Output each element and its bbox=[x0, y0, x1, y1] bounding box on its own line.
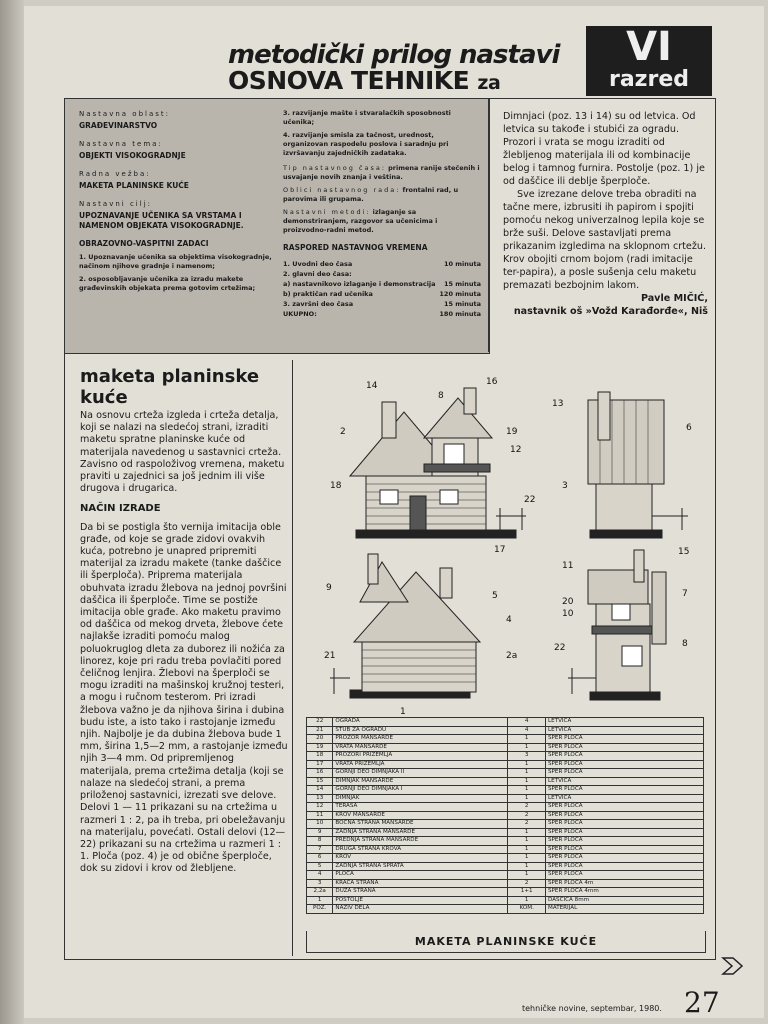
table-cell: DUŽA STRANA bbox=[333, 888, 508, 897]
table-row bbox=[307, 811, 704, 820]
table-row bbox=[307, 752, 704, 761]
callout-number: 6 bbox=[686, 423, 692, 433]
table-cell: POSTOLJE bbox=[333, 896, 508, 905]
table-cell: DIMNJAK MANSARDE bbox=[333, 777, 508, 786]
callout-number: 14 bbox=[366, 381, 378, 391]
table-cell: 7 bbox=[307, 845, 333, 854]
schedule-row bbox=[283, 279, 481, 289]
table-cell: 8 bbox=[307, 837, 333, 846]
callout-number: 22 bbox=[524, 495, 536, 505]
table-cell: 2 bbox=[508, 820, 546, 829]
parts-table-caption: MAKETA PLANINSKE KUĆE bbox=[306, 931, 706, 953]
callout-number: 9 bbox=[326, 583, 332, 593]
schedule-list bbox=[283, 259, 481, 319]
info-divider bbox=[488, 98, 489, 352]
header-za: za bbox=[477, 72, 501, 94]
callout-number: 15 bbox=[678, 547, 690, 557]
table-cell: KROV MANSARDE bbox=[333, 811, 508, 820]
table-row bbox=[307, 828, 704, 837]
intro-paragraph: Na osnovu crteža izgleda i crteža detalja, koji se nalazi na sledećoj strani, izraditi maketu spratne planinske kuće od materijala navedenog u sastavnici crteža. Zavisno od raspoloživog vremena, maketu praviti u zajednici sa još jednim ili više drugova i drugarica. bbox=[80, 410, 285, 495]
table-row bbox=[307, 803, 704, 812]
table-cell: ŠPER PLOČA bbox=[546, 828, 704, 837]
table-row bbox=[307, 896, 704, 905]
callout-number: 1 bbox=[400, 707, 406, 717]
schedule-time: 10 minuta bbox=[443, 260, 481, 268]
lesson-info-box bbox=[64, 98, 490, 354]
table-cell: KROV bbox=[333, 854, 508, 863]
table-row bbox=[307, 769, 704, 778]
info-value: UPOZNAVANJE UČENIKA SA VRSTAMA I NAMENOM OBJEKATA VISOKOGRADNJE. bbox=[79, 211, 244, 230]
table-cell: ŠPER PLOČA bbox=[546, 803, 704, 812]
info-value: OBJEKTI VISOKOGRADNJE bbox=[79, 151, 186, 160]
table-cell: DRUGA STRANA KROVA bbox=[333, 845, 508, 854]
schedule-time: 15 minuta bbox=[443, 280, 481, 288]
table-cell: 1 bbox=[508, 760, 546, 769]
table-cell: ŠPER PLOČA bbox=[546, 820, 704, 829]
table-cell: OGRADA bbox=[333, 718, 508, 727]
table-cell: NAZIV DELA bbox=[333, 905, 508, 914]
table-cell: 13 bbox=[307, 794, 333, 803]
table-row bbox=[307, 794, 704, 803]
table-cell: 1 bbox=[508, 794, 546, 803]
table-cell: 1 bbox=[508, 837, 546, 846]
schedule-item: 1. Uvodni deo časa bbox=[283, 260, 353, 268]
section-heading: NAČIN IZRADE bbox=[80, 503, 161, 515]
header-subject: OSNOVA TEHNIKE bbox=[228, 66, 470, 95]
column-divider bbox=[292, 360, 293, 956]
grade-word: razred bbox=[608, 67, 690, 92]
table-cell: 19 bbox=[307, 743, 333, 752]
table-cell: 10 bbox=[307, 820, 333, 829]
callout-number: 21 bbox=[324, 651, 336, 661]
table-cell: TERASA bbox=[333, 803, 508, 812]
table-cell: ŠPER PLOČA 4m bbox=[546, 879, 704, 888]
table-cell: POZ. bbox=[307, 905, 333, 914]
callout-number: 18 bbox=[330, 481, 342, 491]
table-cell: ŠPER PLOČA bbox=[546, 845, 704, 854]
table-cell: STUB ZA OGRADU bbox=[333, 726, 508, 735]
table-cell: 1 bbox=[508, 871, 546, 880]
side-view bbox=[588, 392, 688, 538]
info-label: Radna vežba: bbox=[79, 170, 151, 178]
info-label: Tip nastavnog časa: bbox=[283, 164, 387, 172]
callout-number: 8 bbox=[438, 391, 444, 401]
schedule-item: b) praktičan rad učenika bbox=[283, 290, 373, 298]
table-cell: 14 bbox=[307, 786, 333, 795]
table-cell: 1 bbox=[508, 743, 546, 752]
table-row bbox=[307, 726, 704, 735]
rear-view bbox=[330, 554, 480, 698]
table-row bbox=[307, 905, 704, 914]
goal-item: 1. Upoznavanje učenika sa objektima visokogradnje, načinom njihove gradnje i namenom; bbox=[79, 253, 272, 270]
page-number: 27 bbox=[684, 986, 720, 1019]
table-cell: PLOČA bbox=[333, 871, 508, 880]
table-row bbox=[307, 743, 704, 752]
author-title: nastavnik oš »Vožd Karađorđe«, Niš bbox=[513, 306, 708, 317]
table-cell: 16 bbox=[307, 769, 333, 778]
callout-number: 22 bbox=[554, 643, 566, 653]
front-view bbox=[350, 388, 526, 538]
table-cell: ŠPER PLOČA bbox=[546, 760, 704, 769]
table-cell: VRATA PRIZEMLJA bbox=[333, 760, 508, 769]
callout-number: 11 bbox=[562, 561, 574, 571]
table-cell: 3 bbox=[508, 752, 546, 761]
table-row bbox=[307, 777, 704, 786]
info-label: Nastavni metodi: bbox=[283, 208, 371, 216]
table-cell: VRATA MANSARDE bbox=[333, 743, 508, 752]
table-cell: 1 bbox=[307, 896, 333, 905]
table-cell: GORNJI DEO DIMNJAKA II bbox=[333, 769, 508, 778]
table-cell: 15 bbox=[307, 777, 333, 786]
info-value: primena ranije stečenih i usvajanje novih znanja i veština. bbox=[283, 164, 480, 181]
table-cell: 20 bbox=[307, 735, 333, 744]
table-row bbox=[307, 854, 704, 863]
schedule-row bbox=[283, 289, 481, 299]
grade-badge bbox=[586, 26, 712, 96]
schedule-title: RASPORED NASTAVNOG VREMENA bbox=[283, 243, 428, 252]
goals-title: OBRAZOVNO-VASPITNI ZADACI bbox=[79, 239, 209, 248]
table-cell: 2 bbox=[508, 811, 546, 820]
table-cell: DIMNJAK bbox=[333, 794, 508, 803]
table-cell: BOČNA STRANA MANSARDE bbox=[333, 820, 508, 829]
table-cell: LETVICA bbox=[546, 718, 704, 727]
table-cell: KOM. bbox=[508, 905, 546, 914]
callout-number: 8 bbox=[682, 639, 688, 649]
table-cell: ŠPER PLOČA bbox=[546, 743, 704, 752]
schedule-time: 180 minuta bbox=[439, 310, 481, 318]
table-cell: PROZORI PRIZEMLJA bbox=[333, 752, 508, 761]
header-title-line2 bbox=[228, 66, 500, 95]
detail-view bbox=[568, 550, 666, 700]
table-row bbox=[307, 760, 704, 769]
table-cell: LETVICA bbox=[546, 777, 704, 786]
callout-number: 17 bbox=[494, 545, 506, 555]
table-row bbox=[307, 837, 704, 846]
callout-number: 16 bbox=[486, 377, 498, 387]
body-paragraph: Da bi se postigla što vernija imitacija oble građe, od koje se grade zidovi ovakvih kuća, potrebno je unapred pripremiti materijal za izradu makete (tanke daščice ili šperploča). Priprema materijala obuhvata izradu žlebova na jednoj površini daščica ili šperploče. Time se postiže imitacija oble građe. Ako maketu pravimo od daščica od mekog drveta, žlebove ćete najlakše izraditi pomoću malog poluokruglog dleta za duborez ili nožića za linorez, koje pri radu treba povlačiti pored čeličnog lenjira. Žlebovi na šperploči se mogu izraditi na mašinskoj kružnoj testeri, a mogu i ručnom testerom. Pri izradi žlebova važno je da njihova širina i dubina budu iste, a isto tako i rastojanje između njih. Najbolje je da dubina žlebova bude 1 mm, širina 1,5—2 mm, a rastojanje između njih 3—4 mm. Od pripremljenog materijala, prema crtežima detalja (koji se nalaze na sledećoj strani, a prema priloženoj sastavnici, izrezati sve delove. Delovi 1 — 11 prikazani su na crtežima u razmeri 1 : 2, pa ih treba, pri obeležavanju na materijalu, povećati. Ostali delovi (12—22) prikazani su na crtežima u razmeri 1 : 1. Ploča (poz. 4) je od obične šperploče, dok su zidovi i krov od žlebljene. bbox=[80, 521, 288, 875]
table-cell: 18 bbox=[307, 752, 333, 761]
right-column-text bbox=[503, 110, 708, 318]
callout-number: 5 bbox=[492, 591, 498, 601]
table-cell: LETVICA bbox=[546, 726, 704, 735]
table-cell: MATERIJAL bbox=[546, 905, 704, 914]
info-column-2 bbox=[283, 109, 481, 319]
callout-number: 2a bbox=[506, 651, 518, 661]
callout-number: 12 bbox=[510, 445, 522, 455]
table-cell: 5 bbox=[307, 862, 333, 871]
schedule-time: 15 minuta bbox=[443, 300, 481, 308]
callout-number: 7 bbox=[682, 589, 688, 599]
house-drawings bbox=[300, 372, 710, 717]
callout-number: 10 bbox=[562, 609, 574, 619]
table-cell: 1 bbox=[508, 896, 546, 905]
table-cell: 1 bbox=[508, 862, 546, 871]
callout-number: 4 bbox=[506, 615, 512, 625]
info-label: Nastavna tema: bbox=[79, 140, 163, 148]
table-cell: 17 bbox=[307, 760, 333, 769]
paragraph: Sve izrezane delove treba obraditi na tačne mere, izbrusiti ih papirom i spojiti pomoću nekog univerzalnog lepila koje se brže suši. Delove sastavljati prema prikazanim izgledima na sklopnom crtežu. bbox=[503, 189, 706, 252]
table-cell: 2 bbox=[508, 879, 546, 888]
table-cell: 9 bbox=[307, 828, 333, 837]
paragraph: Krov obojiti crnom bojom (radi imitacije ter-papira), a posle sušenja celu maketu premazati bezbojnim lakom. bbox=[503, 254, 697, 291]
schedule-row bbox=[283, 299, 481, 309]
callout-number: 20 bbox=[562, 597, 574, 607]
table-cell: ŠPER PLOČA bbox=[546, 862, 704, 871]
table-cell: ŠPER PLOČA 4mm bbox=[546, 888, 704, 897]
paragraph: Dimnjaci (poz. 13 i 14) su od letvica. Od letvica su takođe i stubići za ogradu. Prozori i vrata se mogu izraditi od žlebljenog materijala ili od kombinacije belog i tamnog furnira. Postolje (poz. 1) je od daščice ili deblje šperploče. bbox=[503, 111, 705, 187]
goal-item: 3. razvijanje mašte i stvaralačkih sposobnosti učenika; bbox=[283, 109, 451, 126]
next-page-arrow-icon bbox=[720, 955, 746, 977]
info-value: GRAĐEVINARSTVO bbox=[79, 121, 158, 130]
table-cell: 1 bbox=[508, 786, 546, 795]
schedule-row bbox=[283, 259, 481, 269]
table-cell: KRAĆA STRANA bbox=[333, 879, 508, 888]
table-cell: GORNJI DEO DIMNJAKA I bbox=[333, 786, 508, 795]
table-cell: DAŠČICA 8mm bbox=[546, 896, 704, 905]
parts-list-table bbox=[306, 717, 704, 914]
table-row bbox=[307, 888, 704, 897]
book-spine bbox=[0, 0, 24, 1024]
table-cell: ŠPER PLOČA bbox=[546, 854, 704, 863]
info-label: Oblici nastavnog rada: bbox=[283, 186, 401, 194]
info-value: izlaganje sa demonstriranjem, razgovor sa učenicima i proizvodno-radni metod. bbox=[283, 208, 438, 234]
table-row bbox=[307, 862, 704, 871]
table-cell: ŠPER PLOČA bbox=[546, 871, 704, 880]
info-value: MAKETA PLANINSKE KUĆE bbox=[79, 181, 189, 190]
author-name: Pavle MIČIĆ, bbox=[640, 293, 708, 304]
callout-number: 2 bbox=[340, 427, 346, 437]
table-cell: 4 bbox=[307, 871, 333, 880]
table-row bbox=[307, 786, 704, 795]
schedule-time: 120 minuta bbox=[439, 290, 481, 298]
info-value: frontalni rad, u parovima ili grupama. bbox=[283, 186, 459, 203]
goal-item: 2. osposobljavanje učenika za izradu makete građevinskih objekata prema gotovim crtežima; bbox=[79, 275, 256, 292]
table-row bbox=[307, 820, 704, 829]
table-row bbox=[307, 879, 704, 888]
callout-number: 13 bbox=[552, 399, 564, 409]
info-label: Nastavna oblast: bbox=[79, 110, 171, 118]
table-cell: ŠPER PLOČA bbox=[546, 837, 704, 846]
header-title-line1: metodički prilog nastavi bbox=[228, 40, 560, 70]
table-cell: 1 bbox=[508, 854, 546, 863]
table-cell: 1 bbox=[508, 845, 546, 854]
callout-number: 3 bbox=[562, 481, 568, 491]
table-cell: 2 bbox=[508, 803, 546, 812]
article-body bbox=[80, 410, 288, 876]
table-cell: PROZOR MANSARDE bbox=[333, 735, 508, 744]
schedule-item: a) nastavnikovo izlaganje i demonstracija bbox=[283, 280, 436, 288]
table-cell: LETVICA bbox=[546, 794, 704, 803]
table-cell: 1 bbox=[508, 735, 546, 744]
table-row bbox=[307, 845, 704, 854]
table-cell: 4 bbox=[508, 726, 546, 735]
table-cell: 1+1 bbox=[508, 888, 546, 897]
table-cell: 4 bbox=[508, 718, 546, 727]
table-cell: ŠPER PLOČA bbox=[546, 786, 704, 795]
table-cell: 3 bbox=[307, 879, 333, 888]
schedule-item: 3. završni deo časa bbox=[283, 300, 354, 308]
article-title: maketa planinske kuće bbox=[80, 366, 260, 408]
table-cell: PREDNJA STRANA MANSARDE bbox=[333, 837, 508, 846]
table-cell: 1 bbox=[508, 777, 546, 786]
schedule-item: 2. glavni deo časa: bbox=[283, 270, 352, 278]
grade-number: VI bbox=[626, 24, 672, 70]
footer-source: tehničke novine, septembar, 1980. bbox=[522, 1004, 662, 1013]
table-cell: ZADNJA STRANA SPRATA bbox=[333, 862, 508, 871]
table-cell: 1 bbox=[508, 828, 546, 837]
callout-number: 19 bbox=[506, 427, 518, 437]
info-column-1 bbox=[79, 109, 277, 293]
table-cell: ŠPER PLOČA bbox=[546, 735, 704, 744]
table-cell: 12 bbox=[307, 803, 333, 812]
table-cell: ZADNJA STRANA MANSARDE bbox=[333, 828, 508, 837]
table-cell: ŠPER PLOČA bbox=[546, 752, 704, 761]
table-cell: 21 bbox=[307, 726, 333, 735]
table-cell: 2,2a bbox=[307, 888, 333, 897]
table-cell: ŠPER PLOČA bbox=[546, 811, 704, 820]
table-cell: 22 bbox=[307, 718, 333, 727]
schedule-row bbox=[283, 269, 481, 279]
schedule-row bbox=[283, 309, 481, 319]
goal-item: 4. razvijanje smisla za tačnost, urednost, organizovan raspodelu poslova i saradnju pri izvršavanju zajedničkih zadataka. bbox=[283, 131, 449, 157]
schedule-item: UKUPNO: bbox=[283, 310, 317, 318]
table-row bbox=[307, 718, 704, 727]
table-row bbox=[307, 871, 704, 880]
table-row bbox=[307, 735, 704, 744]
table-cell: 1 bbox=[508, 769, 546, 778]
table-cell: 6 bbox=[307, 854, 333, 863]
table-cell: 11 bbox=[307, 811, 333, 820]
info-label: Nastavni cilj: bbox=[79, 200, 152, 208]
table-cell: ŠPER PLOČA bbox=[546, 769, 704, 778]
